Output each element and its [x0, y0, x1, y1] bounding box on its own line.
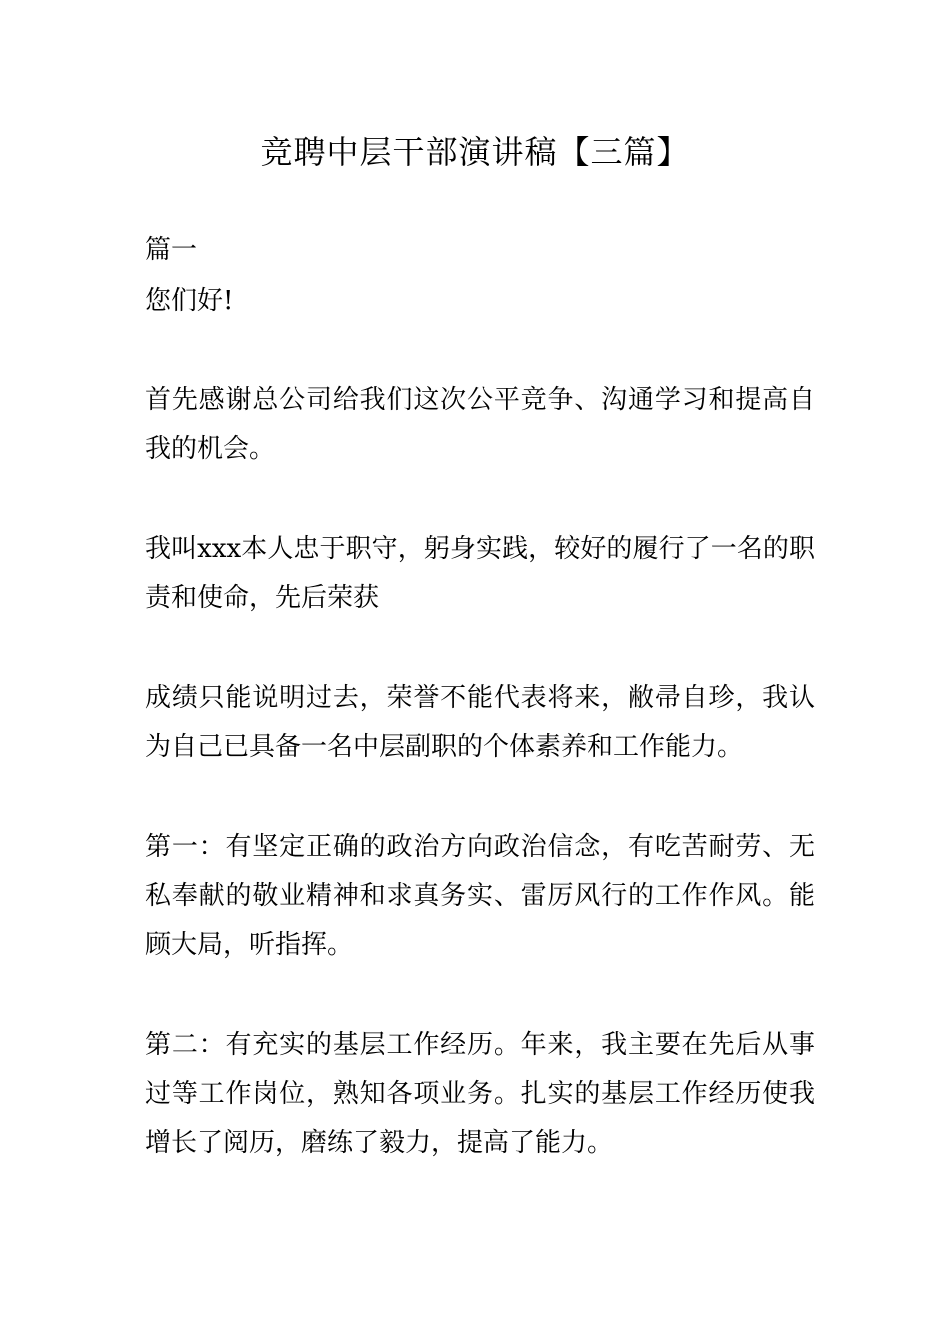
paragraph-line: 我的机会。 — [145, 434, 276, 464]
paragraph-line: 我叫xxx本人忠于职守，躬身实践，较好的履行了一名的职 — [145, 534, 815, 564]
paragraph-line: 第一：有坚定正确的政治方向政治信念，有吃苦耐劳、无 — [145, 832, 815, 862]
paragraph-line: 首先感谢总公司给我们这次公平竞争、沟通学习和提高自 — [145, 385, 815, 415]
paragraph-line: 责和使命，先后荣获 — [145, 583, 380, 613]
paragraph-line: 第二：有充实的基层工作经历。年来，我主要在先后从事 — [145, 1030, 815, 1060]
paragraph-line: 成绩只能说明过去，荣誉不能代表将来，敝帚自珍，我认 — [145, 683, 815, 713]
paragraph-line: 增长了阅历，磨练了毅力，提高了能力。 — [145, 1128, 614, 1158]
greeting-text: 您们好! — [145, 286, 234, 316]
paragraph-line: 为自己已具备一名中层副职的个体素养和工作能力。 — [145, 732, 744, 762]
paragraph-line: 过等工作岗位，熟知各项业务。扎实的基层工作经历使我 — [145, 1079, 815, 1109]
document-title: 竞聘中层干部演讲稿【三篇】 — [260, 133, 690, 171]
section-heading: 篇一 — [145, 235, 198, 265]
paragraph-line: 私奉献的敬业精神和求真务实、雷厉风行的工作作风。能 — [145, 881, 815, 911]
paragraph-line: 顾大局，听指挥。 — [145, 930, 354, 960]
